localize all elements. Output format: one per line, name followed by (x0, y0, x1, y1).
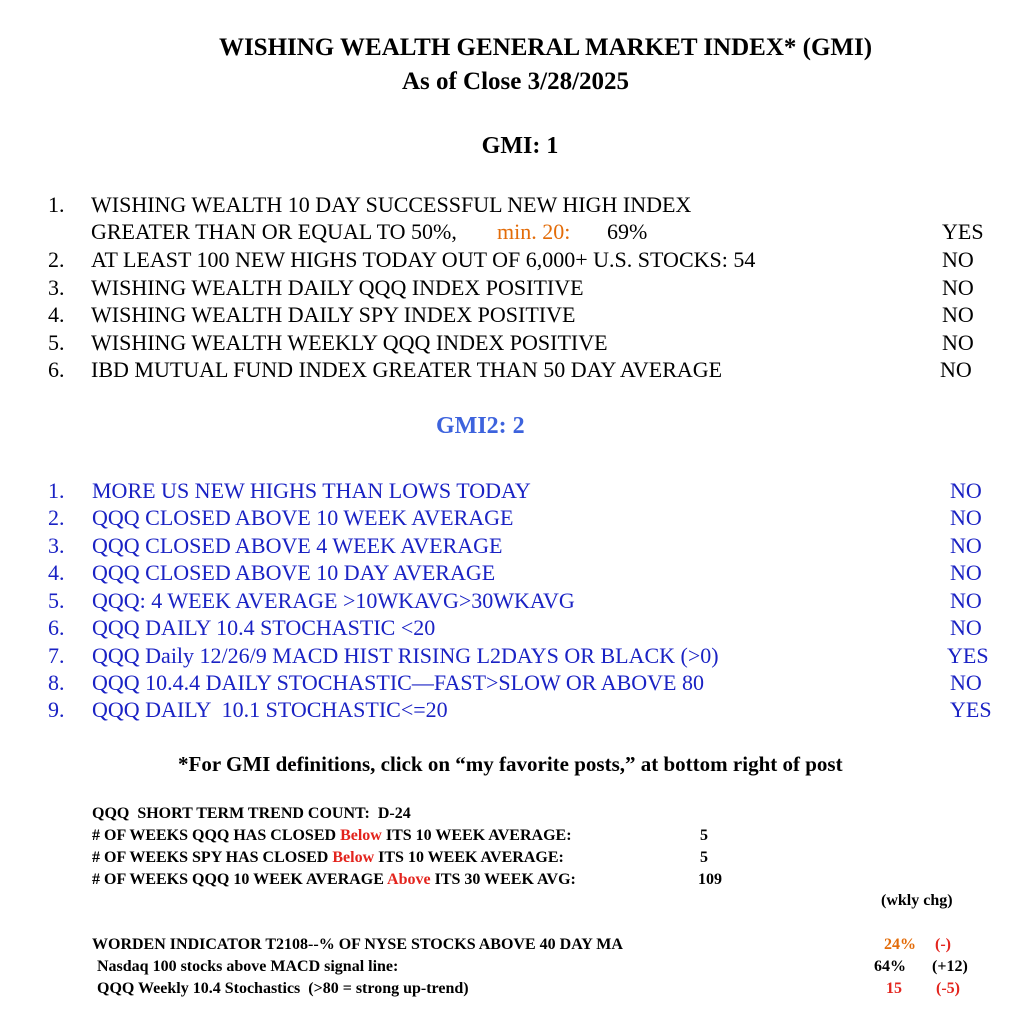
gmi-item-6-number: 6. (48, 357, 65, 382)
definitions-note: *For GMI definitions, click on “my favorite posts,” at bottom right of post (178, 752, 843, 776)
gmi2-score: GMI2: 2 (436, 413, 525, 439)
indicator-t2108-change: (-) (935, 936, 951, 953)
gmi-item-2-value: NO (942, 247, 974, 272)
qqq-weeks-below-word: Below (340, 827, 382, 844)
gmi2-item-1-number: 1. (48, 478, 65, 503)
gmi-item-1-line2: GREATER THAN OR EQUAL TO 50%, (91, 219, 457, 244)
gmi2-item-3-number: 3. (48, 533, 65, 558)
gmi2-item-3-text: QQQ CLOSED ABOVE 4 WEEK AVERAGE (92, 533, 503, 558)
gmi2-item-2-value: NO (950, 505, 982, 530)
page-title: WISHING WEALTH GENERAL MARKET INDEX* (GMI) (218, 34, 873, 61)
indicator-qqq-stoch-label: QQQ Weekly 10.4 Stochastics (>80 = strong up-trend) (97, 980, 469, 997)
gmi2-item-7-number: 7. (48, 643, 65, 668)
gmi-item-1-min: min. 20: (497, 219, 571, 244)
avg-weeks-above-line (92, 871, 576, 889)
spy-weeks-below-value: 5 (700, 849, 708, 866)
gmi2-item-3-value: NO (950, 533, 982, 558)
gmi-item-2-number: 2. (48, 247, 65, 272)
gmi2-item-4-text: QQQ CLOSED ABOVE 10 DAY AVERAGE (92, 560, 496, 585)
gmi-item-5-text: WISHING WEALTH WEEKLY QQQ INDEX POSITIVE (91, 330, 608, 355)
qqq-weeks-below-line (92, 827, 572, 845)
indicator-nasdaq-macd-change: (+12) (932, 958, 968, 975)
gmi2-item-8-number: 8. (48, 670, 65, 695)
spy-weeks-below-pre: # OF WEEKS SPY HAS CLOSED (92, 849, 333, 866)
gmi2-item-8-text: QQQ 10.4.4 DAILY STOCHASTIC—FAST>SLOW OR ABOVE 80 (92, 670, 704, 695)
gmi-item-1-value: YES (942, 219, 984, 244)
indicator-qqq-stoch-change: (-5) (936, 980, 960, 997)
qqq-weeks-below-value: 5 (700, 827, 708, 844)
gmi-item-6-value: NO (940, 357, 972, 382)
gmi-item-4-text: WISHING WEALTH DAILY SPY INDEX POSITIVE (91, 302, 576, 327)
page-subtitle: As of Close 3/28/2025 (401, 68, 630, 95)
gmi-item-1-line1: WISHING WEALTH 10 DAY SUCCESSFUL NEW HIGH INDEX (91, 192, 692, 217)
gmi2-item-1-text: MORE US NEW HIGHS THAN LOWS TODAY (92, 478, 531, 503)
gmi2-item-5-value: NO (950, 588, 982, 613)
gmi2-item-9-value: YES (950, 697, 992, 722)
gmi2-item-2-text: QQQ CLOSED ABOVE 10 WEEK AVERAGE (92, 505, 514, 530)
gmi2-item-2-number: 2. (48, 505, 65, 530)
gmi2-item-4-value: NO (950, 560, 982, 585)
gmi2-item-5-number: 5. (48, 588, 65, 613)
gmi-item-2-text: AT LEAST 100 NEW HIGHS TODAY OUT OF 6,000+ U.S. STOCKS: 54 (91, 247, 756, 272)
gmi-item-4-number: 4. (48, 302, 65, 327)
wkly-chg-label: (wkly chg) (881, 892, 953, 909)
gmi2-item-6-value: NO (950, 615, 982, 640)
gmi-item-6-text: IBD MUTUAL FUND INDEX GREATER THAN 50 DAY AVERAGE (91, 357, 723, 382)
spy-weeks-below-post: ITS 10 WEEK AVERAGE: (374, 849, 564, 866)
qqq-weeks-below-pre: # OF WEEKS QQQ HAS CLOSED (92, 827, 341, 844)
gmi2-item-4-number: 4. (48, 560, 65, 585)
gmi2-item-9-text: QQQ DAILY 10.1 STOCHASTIC<=20 (92, 697, 448, 722)
indicator-t2108-label: WORDEN INDICATOR T2108--% OF NYSE STOCKS ABOVE 40 DAY MA (92, 936, 623, 953)
gmi-item-1-number: 1. (48, 192, 65, 217)
indicator-qqq-stoch-value: 15 (886, 980, 902, 997)
gmi2-item-6-text: QQQ DAILY 10.4 STOCHASTIC <20 (92, 615, 436, 640)
indicator-nasdaq-macd-label: Nasdaq 100 stocks above MACD signal line: (97, 958, 399, 975)
gmi-score: GMI: 1 (481, 133, 559, 159)
avg-weeks-above-value: 109 (698, 871, 722, 888)
gmi-item-5-number: 5. (48, 330, 65, 355)
gmi2-item-7-value: YES (947, 643, 989, 668)
gmi2-item-5-text: QQQ: 4 WEEK AVERAGE >10WKAVG>30WKAVG (92, 588, 575, 613)
qqq-weeks-below-post: ITS 10 WEEK AVERAGE: (381, 827, 572, 844)
indicator-nasdaq-macd-value: 64% (874, 958, 906, 975)
gmi2-item-7-text: QQQ Daily 12/26/9 MACD HIST RISING L2DAYS OR BLACK (>0) (92, 643, 719, 668)
gmi2-item-6-number: 6. (48, 615, 65, 640)
gmi-item-5-value: NO (942, 330, 974, 355)
spy-weeks-below-line (92, 849, 564, 867)
gmi2-item-8-value: NO (950, 670, 982, 695)
gmi-item-3-text: WISHING WEALTH DAILY QQQ INDEX POSITIVE (91, 275, 584, 300)
avg-weeks-above-pre: # OF WEEKS QQQ 10 WEEK AVERAGE (92, 871, 388, 888)
avg-weeks-above-post: ITS 30 WEEK AVG: (430, 871, 576, 888)
gmi2-item-1-value: NO (950, 478, 982, 503)
avg-weeks-above-word: Above (387, 871, 431, 888)
spy-weeks-below-word: Below (332, 849, 375, 866)
gmi-item-3-value: NO (942, 275, 974, 300)
gmi-item-3-number: 3. (48, 275, 65, 300)
gmi2-item-9-number: 9. (48, 697, 65, 722)
trend-count: QQQ SHORT TERM TREND COUNT: D-24 (92, 805, 411, 822)
gmi-item-4-value: NO (942, 302, 974, 327)
indicator-t2108-value: 24% (884, 936, 916, 953)
gmi-item-1-percent: 69% (607, 219, 648, 244)
